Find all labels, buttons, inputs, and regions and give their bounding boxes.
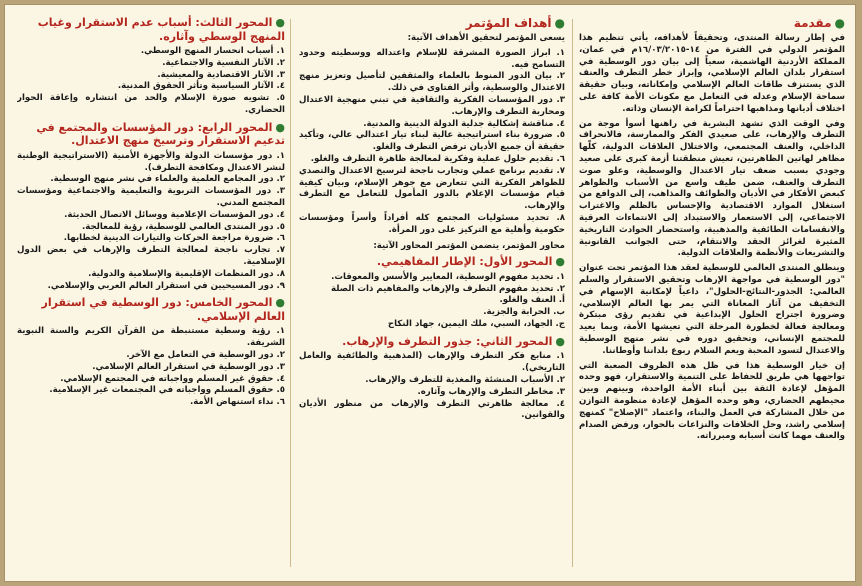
axes-intro: محاور المؤتمر، يتضمن المؤتمر المحاور الآتية:: [373, 240, 565, 251]
axis2-heading: ●المحور الثاني: جذور التطرف والإرهاب.: [342, 334, 565, 348]
goal-item: ٧. تقديم برنامج عملي وتجارب ناجحة لترسيخ الاعتدال والتصدي للظواهر الفكرية التي تتعارض مع جوهر الإسلام، وبيان كيفية قيام مؤسسات الإعلام بالدور المأمول للتعامل مع التطرف والإرهاب.: [299, 165, 565, 212]
goal-item: ١. ابراز الصورة المشرقة للإسلام واعتداله ووسطيته وحدود التسامح فيه.: [299, 47, 565, 70]
axis2-item: ٣. مخاطر التطرف والإرهاب وآثاره.: [417, 386, 565, 397]
intro-paragraph: وينطلق المنتدى العالمي للوسطية لعقد هذا المؤتمر تحت عنوان "دور الوسطية في مواجهة الإرهاب وتحقيق الاستقرار والسلم العالمي: الجذور-النتائج-الحلول"، داعياً لإمكانية الإسهام في التخفيف من آثار المعاناة التي يمر بها العالم الإسلامي، وضرورة اجتراح الحلول الإبداعية في تقديم رؤى مبتكرة ومعالجة فعالة لخطورة المرحلة التي تعيشها الأمة، وبما يعيد للمجتمع الإنساني، وتحقيق دوره في نشر منهج الوسطية والاعتدال لتسود المحبة ويعم السلام ربوع بلداننا وأوطاننا.: [579, 263, 845, 356]
introduction-heading: ●مقدمة: [793, 16, 845, 30]
axis1-item: ١. تحديد مفهوم الوسطية، المعايير والأسس والمعوقات.: [331, 271, 565, 282]
axis5-item: ٦. نداء استنهاض الأمة.: [189, 397, 285, 408]
axis5-item: ١. رؤية وسطية مستنبطة من القرآن الكريم والسنة النبوية الشريفة.: [17, 326, 285, 349]
axis1-heading: ●المحور الأول: الإطار المفاهيمي.: [376, 255, 565, 269]
goal-item: ٥. ضرورة بناء استراتيجية عالية لبناء تيار اعتدالي عالي، وتأكيد حقيقة أن جميع الأديان ترفض التطرف والغلو.: [299, 130, 565, 153]
axis1-item: ٢. تحديد مفهوم التطرف والإرهاب والمفاهيم ذات الصلة: [331, 283, 565, 294]
axis5-list: [17, 326, 285, 409]
axis2-list: [299, 351, 565, 422]
bullet-icon: ●: [275, 120, 285, 134]
axis2-item: ١. منابع فكر التطرف والإرهاب (المذهبية والطائفية والعامل التاريخي).: [299, 351, 565, 374]
bullet-icon: ●: [275, 16, 285, 29]
goal-item: ٢. بيان الدور المنوط بالعلماء والمثقفين لتأصيل وتعزيز منهج الاعتدال والوسطية، وأثر الفتاوى في ذلك.: [299, 71, 565, 94]
intro-paragraph: إن خيار الوسطية هذا في ظل هذه الظروف الصعبة التي تواجهها هي طريق للحفاظ على التنمية والاستقرار، فهو وحده المؤهل لإعادة الثقة بين أبناء الأمة الواحدة، وبينهم وبين محيطهم الحضاري، وهو وحده المؤهل لإعادة منظومة التوازن من خلال المشاركة في العمل والبناء، واعتماد "الإصلاح" كمنهج إسلامي راشد، وحل الخلافات والنزاعات بالحوار، ورفض الصدام والعنف مهما كانت أسبابه ومبرراته.: [579, 360, 845, 442]
bullet-icon: ●: [555, 334, 565, 348]
axis5-item: ٣. دور الوسطية في استقرار العالم الإسلامي.: [92, 361, 285, 372]
bullet-icon: ●: [555, 255, 565, 269]
axis3-list: [17, 46, 285, 117]
column-divider: [290, 19, 291, 567]
axis2-item: ٢. الأسباب المنشئة والمغذية للتطرف والإرهاب.: [365, 374, 565, 385]
axis4-item: ٩. دور المسيحيين في استقرار العالم العربي والإسلامي.: [47, 280, 285, 291]
bullet-icon: ●: [834, 16, 845, 30]
bullet-icon: ●: [275, 296, 285, 310]
axis3-item: ٤. الآثار السياسية وتأثر الحقوق المدنية.: [117, 81, 285, 92]
axis3-item: ٣. الآثار الاقتصادية والمعيشية.: [157, 69, 285, 80]
goals-list: [299, 48, 565, 237]
axis3-item: ٢. الآثار النفسية والاجتماعية.: [162, 57, 285, 68]
axis3-heading: ●المحور الثالث: أسباب عدم الاستقرار وغياب المنهج الوسطي وآثاره.: [37, 16, 285, 43]
axis1-list: [299, 272, 565, 331]
axis4-item: ٨. دور المنظمات الإقليمية والإسلامية والدولية.: [88, 268, 285, 279]
axis3-item: ٥. تشويه صورة الإسلام والحد من انتشاره وإعاقة الحوار الحضاري.: [17, 93, 285, 115]
goal-item: ٤. مناقشة إشكالية جدلية الدولة الدينية والمدنية.: [363, 118, 565, 129]
axis5-item: ٢. دور الوسطية في التعامل مع الآخر.: [126, 349, 285, 360]
axis4-heading: ●المحور الرابع: دور المؤسسات والمجتمع في تدعيم الاستقرار وترسيخ منهج الاعتدال.: [36, 120, 285, 148]
intro-paragraph: في إطار رسالة المنتدى، وتحقيقاً لأهدافه، يأتي تنظيم هذا المؤتمر الدولي في الفترة من ١٤-١٦/٠٣/٢٠١٥م في عمان، المملكة الأردنية الهاشمية، سعياً إلى بيان دور الوسطية في استقرار بلدان العالم الإسلامي، وإبراز خطر التطرف والعنف الذي يستنزف طاقات العالم الإسلامي وإمكاناته، وبيان حقيقة سماحة الإسلام وعدله في التعامل مع مكونات الأمة كافة على اختلاف أديانها ومذاهبها احتراماً لكرامة الإنسان وذاته.: [579, 33, 845, 114]
axis1-subitem: أ. العنف والغلو.: [499, 295, 565, 306]
goal-item: ٣. دور المؤسسات الفكرية والثقافية في تبني منهجية الاعتدال ومحاربة التطرف والإرهاب.: [299, 94, 565, 117]
axis4-item: ٦. ضرورة مراجعة الحركات والتيارات الدينية لخطابها.: [63, 233, 285, 244]
introduction-panel: [579, 13, 845, 573]
axis4-item: ٣. دور المؤسسات التربوية والتعليمية والاجتماعية ومؤسسات المجتمع المدني.: [17, 186, 285, 208]
axis1-subitem: ج. الجهاد، السبي، ملك اليمين، جهاد النكاح: [387, 319, 565, 330]
axis5-heading: ●المحور الخامس: دور الوسطية في استقرار العالم الإسلامي.: [41, 296, 285, 323]
column-divider: [572, 19, 573, 567]
brochure-page: [4, 4, 856, 582]
goals-heading: ●أهداف المؤتمر: [465, 16, 565, 30]
axis5-item: ٤. حقوق غير المسلم وواجباته في المجتمع الإسلامي.: [60, 373, 285, 384]
intro-paragraph: وفي الوقت الذي تشهد البشرية في راهنها أسوأ موجة من التطرف والإرهاب، على صعيدي الفكر والممارسة، فالانحراف الداخلي، والعنف المجتمعي، والاختلال العلاقات الدولية، كلّها مظاهر لهاتين الظاهرتين، تعيش منطقتنا أزمة كبرى على صعيد وجودي بسبب ضعف تيار الاعتدال والوسطية، وعلو صوت التطرف والعنف، ضمن طيف واسع من الأسباب والظواهر كبعض الأفكار في الأديان والطوائف والمذاهب، إلى الدوافع من استغلال الموارد الاقتصادية والإحساس بالظلم والاغتراب الاجتماعي، إلى الاستعمار والاستبداد إلى الانتماءات العرقية والانقسامات الطائفية والمذهبية، واستحضار الحوادث التاريخية المثيرة لغرائز الحقد والانتقام، حتى الجوانب القانونية والتشريعات والأنظمة والعلاقات الدولية.: [579, 118, 845, 259]
goals-panel: [299, 13, 565, 573]
axis4-item: ٤. دور المؤسسات الإعلامية ووسائل الاتصال الحديثة.: [64, 209, 285, 220]
axis4-item: ٥. دور المنتدى العالمي للوسطية، رؤية للمعالجة.: [81, 221, 285, 232]
axis4-item: ٢. دور المجامع العلمية والعلماء في نشر منهج الوسطية.: [50, 174, 285, 185]
axis4-item: ١. دور مؤسسات الدولة والأجهزة الأمنية (الاستراتيجية الوطنية لنشر الاعتدال ومكافحة التطرف).: [17, 150, 285, 173]
goal-item: ٦. تقديم حلول عملية وفكرية لمعالجة ظاهرة التطرف والغلو.: [310, 153, 565, 164]
axis4-list: [17, 151, 285, 293]
axis2-item: ٤. معالجة ظاهرتي التطرف والإرهاب من منظور الأديان والقوانين.: [299, 398, 565, 421]
axes-panel: [17, 13, 285, 573]
bullet-icon: ●: [554, 16, 565, 30]
axis4-item: ٧. تجارب ناجحة لمعالجة التطرف والإرهاب في بعض الدول الإسلامية.: [17, 245, 285, 267]
goal-item: ٨. تحديد مسئوليات المجتمع كله أفراداً وأسراً ومؤسسات حكومية وأهلية مع التركيز على دور المرأة.: [299, 212, 565, 235]
axis3-item: ١. أسباب انحسار المنهج الوسطي.: [140, 46, 285, 56]
goals-intro: يسعى المؤتمر لتحقيق الأهداف الآتية:: [407, 33, 565, 43]
axis1-subitem: ب. الحرابة والجزية.: [483, 307, 565, 318]
axis5-item: ٥. حقوق المسلم وواجباته في المجتمعات غير الإسلامية.: [49, 385, 285, 396]
